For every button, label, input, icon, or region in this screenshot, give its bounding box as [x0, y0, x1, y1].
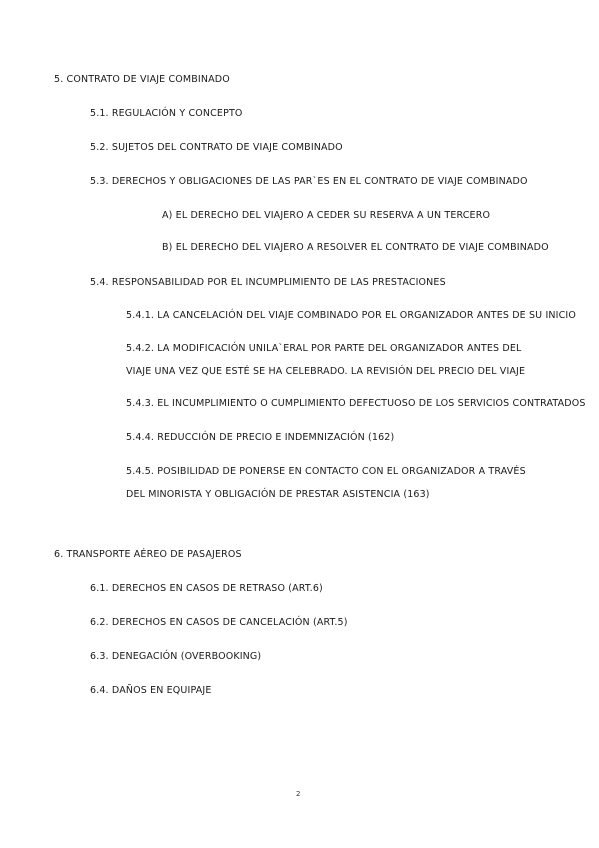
section-6-heading: 6. TRANSPORTE AÉREO DE PASAJEROS	[54, 549, 242, 560]
section-5-4-2-item: 5.4.2. LA MODIFICACIÓN UNILA`ERAL POR PARTE DEL ORGANIZADOR ANTES DEL VIAJE UNA VEZ QUE ESTÉ SE HA CELEBRADO. LA REVISIÓN DEL PRECIO DEL VIAJE	[126, 343, 526, 377]
section-6-4-item: 6.4. DAÑOS EN EQUIPAJE	[90, 685, 212, 696]
section-6-3-item: 6.3. DENEGACIÓN (OVERBOOKING)	[90, 651, 262, 662]
section-5-2-item: 5.2. SUJETOS DEL CONTRATO DE VIAJE COMBINADO	[90, 142, 343, 153]
section-5-3-b-item: B) EL DERECHO DEL VIAJERO A RESOLVER EL CONTRATO DE VIAJE COMBINADO	[162, 242, 549, 253]
section-5-4-3-item: 5.4.3. EL INCUMPLIMIENTO O CUMPLIMIENTO DEFECTUOSO DE LOS SERVICIOS CONTRATADOS	[126, 398, 586, 409]
section-6-2-item: 6.2. DERECHOS EN CASOS DE CANCELACIÓN (ART.5)	[90, 617, 348, 628]
section-6-1-item: 6.1. DERECHOS EN CASOS DE RETRASO (ART.6)	[90, 583, 323, 594]
section-5-4-item: 5.4. RESPONSABILIDAD POR EL INCUMPLIMIENTO DE LAS PRESTACIONES	[90, 277, 446, 288]
section-5-4-4-item: 5.4.4. REDUCCIÓN DE PRECIO E INDEMNIZACIÓN (162)	[126, 432, 395, 443]
section-5-4-1-item: 5.4.1. LA CANCELACIÓN DEL VIAJE COMBINADO POR EL ORGANIZADOR ANTES DE SU INICIO	[126, 310, 576, 321]
page-number: 2	[296, 790, 301, 798]
section-5-3-a-item: A) EL DERECHO DEL VIAJERO A CEDER SU RESERVA A UN TERCERO	[162, 210, 491, 221]
section-5-1-item: 5.1. REGULACIÓN Y CONCEPTO	[90, 108, 243, 119]
section-5-heading: 5. CONTRATO DE VIAJE COMBINADO	[54, 74, 230, 85]
section-5-4-5-item: 5.4.5. POSIBILIDAD DE PONERSE EN CONTACTO CON EL ORGANIZADOR A TRAVÉS DEL MINORISTA Y OBLIGACIÓN DE PRESTAR ASISTENCIA (163)	[126, 466, 526, 500]
section-5-3-item: 5.3. DERECHOS Y OBLIGACIONES DE LAS PAR`ES EN EL CONTRATO DE VIAJE COMBINADO	[90, 176, 528, 187]
